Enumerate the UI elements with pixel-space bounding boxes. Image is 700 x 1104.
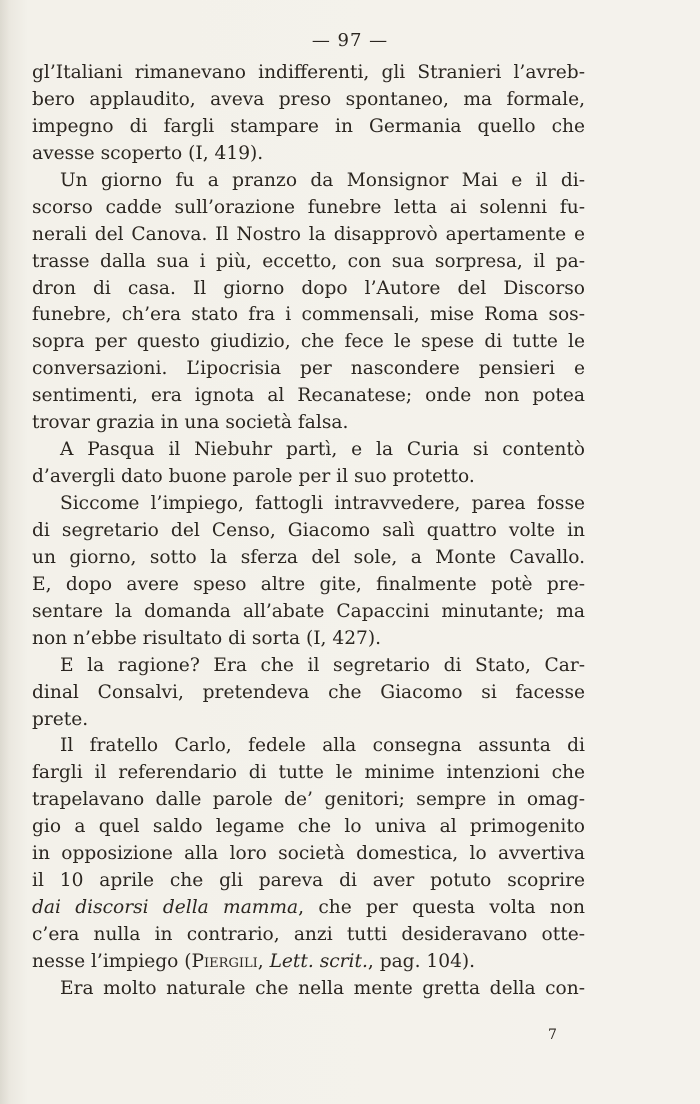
page-number: — 97 — — [311, 30, 389, 51]
text-line: sentimenti, era ignota al Recanatese; onde non potea — [32, 385, 585, 407]
text-line: d’avergli dato buone parole per il suo protetto. — [32, 466, 475, 488]
text-line: Il fratello Carlo, fedele alla consegna assunta di — [60, 735, 585, 757]
body-text — [32, 60, 585, 1003]
text-line: un giorno, sotto la sferza del sole, a Monte Cavallo. — [32, 546, 585, 568]
text-line: funebre, ch’era stato fra i commensali, mise Roma sos- — [32, 304, 585, 326]
text-line: dron di casa. Il giorno dopo l’Autore del Discorso — [32, 277, 585, 299]
signature-mark: 7 — [548, 1027, 557, 1043]
text-line: E la ragione? Era che il segretario di Stato, Car- — [60, 654, 585, 676]
text-line: conversazioni. L’ipocrisia per nascondere pensieri e — [32, 358, 585, 380]
text-segment: , pag. 104). — [367, 950, 476, 972]
text-line: E, dopo avere speso altre gite, finalmente potè pre- — [32, 573, 585, 595]
text-line: trasse dalla sua i più, eccetto, con sua sorpresa, il pa- — [32, 250, 585, 272]
text-segment: nesse l’impiego ( — [32, 950, 192, 972]
text-line: trovar grazia in una società falsa. — [32, 412, 349, 434]
text-line: il 10 aprile che gli pareva di aver potuto scoprire — [32, 870, 585, 892]
text-line: Un giorno fu a pranzo da Monsignor Mai e il di- — [60, 169, 585, 191]
text-line: di segretario del Censo, Giacomo salì quattro volte in — [32, 519, 585, 541]
text-line: bero applaudito, aveva preso spontaneo, ma formale, — [32, 88, 585, 110]
text-line: prete. — [32, 708, 89, 730]
text-line: sopra per questo giudizio, che fece le spese di tutte le — [32, 331, 585, 353]
text-line — [32, 949, 585, 976]
text-line: in opposizione alla loro società domestica, lo avvertiva — [32, 843, 585, 865]
text-line: sentare la domanda all’abate Capaccini minutante; ma — [32, 600, 585, 622]
text-line — [32, 895, 585, 922]
text-line: trapelavano dalle parole de’ genitori; sempre in omag- — [32, 789, 585, 811]
text-line: avesse scoperto (I, 419). — [32, 142, 264, 164]
text-line: gio a quel saldo legame che lo univa al primogenito — [32, 816, 585, 838]
text-line: c’era nulla in contrario, anzi tutti desideravano otte- — [32, 924, 585, 945]
text-line: Siccome l’impiego, fattogli intravvedere, parea fosse — [60, 493, 585, 514]
text-line: scorso cadde sull’orazione funebre letta ai solenni fu- — [32, 196, 585, 218]
italic-text: Lett. scrit. — [269, 950, 368, 972]
text-line: nerali del Canova. Il Nostro la disapprovò apertamente e — [32, 223, 585, 245]
text-line: impegno di fargli stampare in Germania quello che — [32, 115, 585, 137]
small-caps-text: Piergili — [191, 950, 258, 972]
text-line: gl’Italiani rimanevano indifferenti, gli Stranieri l’avreb- — [32, 62, 585, 83]
italic-text: dai discorsi della mamma — [32, 897, 299, 919]
text-line: fargli il referendario di tutte le minime intenzioni che — [32, 762, 585, 784]
text-line: non n’ebbe risultato di sorta (I, 427). — [32, 627, 382, 649]
text-segment: , — [257, 950, 270, 972]
text-line: Era molto naturale che nella mente gretta della con- — [60, 977, 585, 999]
text-line: dinal Consalvi, pretendeva che Giacomo si facesse — [32, 681, 585, 703]
text-segment: , che per questa volta non — [298, 897, 585, 919]
text-line: A Pasqua il Niebuhr partì, e la Curia si contentò — [60, 439, 585, 461]
